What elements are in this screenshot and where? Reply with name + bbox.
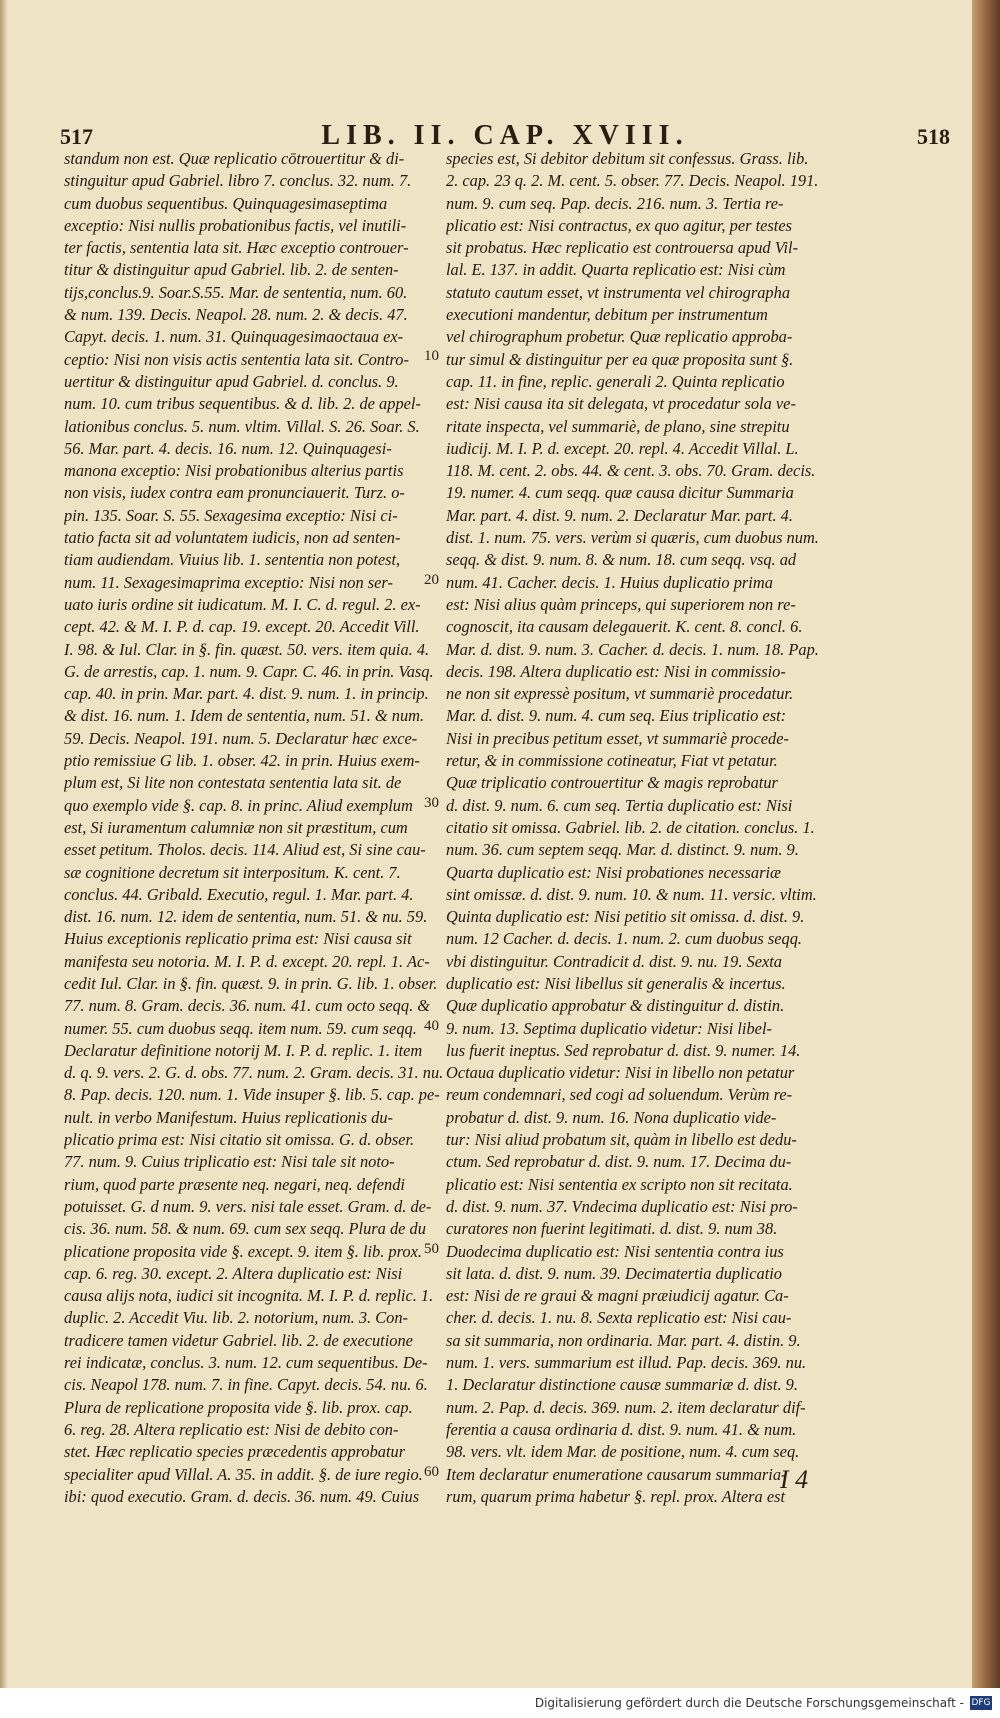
text-line: probatur d. dist. 9. num. 16. Nona duplicatio vide- (446, 1107, 777, 1127)
text-line: ritate inspecta, vel summariè, de plano, sine strepitu (446, 416, 790, 436)
text-line: stinguitur apud Gabriel. libro 7. conclus. 32. num. 7. (64, 171, 412, 191)
text-line: & num. 139. Decis. Neapol. 28. num. 2. & decis. 47. (64, 305, 408, 325)
text-line: duplicatio est: Nisi libellus sit generalis & incertus. (446, 973, 786, 993)
text-line: 98. vers. vlt. idem Mar. de positione, num. 4. cum seq. (446, 1442, 800, 1462)
text-line: est, Si iuramentum calumniæ non sit præstitum, cum (64, 817, 408, 837)
text-line: Quæ duplicatio approbatur & distinguitur d. distin. (446, 996, 785, 1016)
text-line: tur simul & distinguitur per ea quæ proposita sunt §. (446, 349, 794, 369)
text-line: ferentia a causa ordinaria d. dist. 9. num. 41. & num. (446, 1419, 797, 1439)
text-line: esset petitum. Tholos. decis. 114. Aliud est, Si sine cau- (64, 840, 426, 860)
text-line: 77. num. 8. Gram. decis. 36. num. 41. cum octo seqq. & (64, 996, 431, 1016)
text-line: sit lata. d. dist. 9. num. 39. Decimatertia duplicatio (446, 1263, 782, 1283)
text-line: ctum. Sed reprobatur d. dist. 9. num. 17. Decima du- (446, 1152, 792, 1172)
line-number: 10 (424, 348, 439, 364)
text-line: 1. Declaratur distinctione causæ summariæ d. dist. 9. (446, 1375, 798, 1395)
line-number: 50 (424, 1241, 439, 1257)
text-line: uato iuris ordine sit iudicatum. M. I. C. d. regul. 2. ex- (64, 594, 421, 614)
text-line: rium, quod parte præsente neq. negari, neq. defendi (64, 1174, 405, 1194)
text-line: 118. M. cent. 2. obs. 44. & cent. 3. obs. 70. Gram. decis. (446, 461, 816, 481)
text-line: num. 12 Cacher. d. decis. 1. num. 2. cum duobus seqq. (446, 929, 803, 949)
text-line: sa sit summaria, non ordinaria. Mar. part. 4. distin. 9. (446, 1330, 801, 1350)
line-number: 20 (424, 572, 439, 588)
text-line: d. dist. 9. num. 37. Vndecima duplicatio est: Nisi pro- (446, 1196, 798, 1216)
footer-credit: Digitalisierung gefördert durch die Deutsche Forschungsgemeinschaft - (534, 1696, 964, 1710)
text-line: Mar. part. 4. dist. 9. num. 2. Declaratur Mar. part. 4. (446, 505, 793, 525)
text-line: statuto cautum esset, vt instrumenta vel chirographa (446, 282, 791, 302)
text-line: specialiter apud Villal. A. 35. in addit. §. de iure regio. (64, 1464, 423, 1484)
text-line: tur: Nisi aliud probatum sit, quàm in libello est dedu- (446, 1130, 797, 1150)
digitization-footer (0, 1688, 1000, 1718)
text-line: lationibus conclus. 5. num. vltim. Villal. S. 26. Soar. S. (64, 416, 420, 436)
text-line: executioni mandentur, debitum per instrumentum (446, 305, 768, 325)
text-line: Huius exceptionis replicatio prima est: Nisi causa sit (64, 929, 412, 949)
text-line: exceptio: Nisi nullis probationibus factis, vel inutili- (64, 215, 407, 235)
text-line: d. dist. 9. num. 6. cum seq. Tertia duplicatio est: Nisi (446, 795, 793, 815)
text-line: 2. cap. 23 q. 2. M. cent. 5. obser. 77. Decis. Neapol. 191. (446, 171, 819, 191)
text-line: citatio sit omissa. Gabriel. lib. 2. de citation. conclus. 1. (446, 817, 815, 837)
text-line: 9. num. 13. Septima duplicatio videtur: Nisi libel- (446, 1018, 772, 1038)
text-line: num. 10. cum tribus sequentibus. & d. lib. 2. de appel- (64, 394, 421, 414)
text-line: manifesta seu notoria. M. I. P. d. except. 20. repl. 1. Ac- (64, 951, 430, 971)
text-line: Plura de replicatione proposita vide §. lib. prox. cap. (64, 1397, 413, 1417)
running-title: LIB. II. CAP. XVIII. (321, 120, 689, 151)
text-line: Item declaratur enumeratione causarum summaria- (446, 1464, 787, 1484)
text-line: est: Nisi causa ita sit delegata, vt procedatur sola ve- (446, 394, 796, 414)
text-line: G. de arrestis, cap. 1. num. 9. Capr. C. 46. in prin. Vasq. (64, 661, 434, 681)
text-line: num. 11. Sexagesimaprima exceptio: Nisi non ser- (64, 572, 393, 592)
text-line: standum non est. Quæ replicatio cōtrouertitur & di- (64, 149, 405, 168)
text-line: retur, & in commissione cotineatur, Fiat vt petatur. (446, 751, 778, 771)
text-line: ceptio: Nisi non visis actis sententia lata sit. Contro- (64, 349, 409, 369)
text-line: non visis, iudex contra eam pronunciauerit. Turz. o- (64, 483, 405, 503)
text-line: reum condemnari, sed cogi ad soluendum. Verùm re- (446, 1085, 793, 1105)
text-line: 19. numer. 4. cum seqq. quæ causa dicitur Summaria (446, 483, 794, 503)
dfg-logo-icon: DFG (971, 1698, 991, 1708)
text-line: cognoscit, ita causam delegauerit. K. cent. 8. concl. 6. (446, 617, 803, 637)
text-line: Mar. d. dist. 9. num. 4. cum seq. Eius triplicatio est: (446, 706, 787, 726)
text-line: manona exceptio: Nisi probationibus alterius partis (64, 461, 404, 481)
text-line: 77. num. 9. Cuius triplicatio est: Nisi tale sit noto- (64, 1152, 395, 1172)
text-line: Duodecima duplicatio est: Nisi sententia contra ius (446, 1241, 784, 1261)
line-number: 30 (424, 795, 439, 811)
text-line: plicatione proposita vide §. except. 9. item §. lib. prox. (64, 1241, 422, 1261)
text-line: pin. 135. Soar. S. 55. Sexagesima exceptio: Nisi ci- (64, 505, 398, 525)
text-column-left (64, 148, 464, 1508)
page-outer-edge (0, 0, 8, 1718)
text-line: nult. in verbo Manifestum. Huius replicationis du- (64, 1107, 393, 1127)
text-line: I. 98. & Iul. Clar. in §. fin. quæst. 50. vers. item quia. 4. (64, 639, 430, 659)
text-line: Octaua duplicatio videtur: Nisi in libello non petatur (446, 1063, 795, 1083)
text-line: sit probatus. Hæc replicatio est controuersa apud Vil- (446, 238, 799, 258)
text-line: conclus. 44. Gribald. Executio, regul. 1. Mar. part. 4. (64, 884, 414, 904)
text-line: dist. 1. num. 75. vers. verùm si quæris, cum duobus num. (446, 528, 819, 548)
text-line: causa alijs nota, iudici sit incognita. M. I. P. d. replic. 1. (64, 1286, 434, 1306)
text-line: 56. Mar. part. 4. decis. 16. num. 12. Quinquagesi- (64, 438, 392, 458)
text-line: ibi: quod executio. Gram. d. decis. 36. num. 49. Cuius (64, 1486, 420, 1506)
text-line: plicatio prima est: Nisi citatio sit omissa. G. d. obser. (64, 1130, 415, 1150)
text-line: numer. 55. cum duobus seqq. item num. 59. cum seqq. (64, 1018, 417, 1038)
text-line: tiam audiendam. Viuius lib. 1. sententia non potest, (64, 550, 401, 570)
text-line: num. 9. cum seq. Pap. decis. 216. num. 3. Tertia re- (446, 193, 784, 213)
text-line: num. 1. vers. summarium est illud. Pap. decis. 369. nu. (446, 1353, 807, 1373)
text-line: tijs,conclus.9. Soar.S.55. Mar. de sententia, num. 60. (64, 282, 408, 302)
text-line: species est, Si debitor debitum sit confessus. Grass. lib. (446, 149, 809, 168)
text-line: decis. 198. Altera duplicatio est: Nisi in commissio- (446, 661, 786, 681)
text-line: ne non sit expressè positum, vt summariè procedatur. (446, 684, 794, 704)
text-line: rum, quarum prima habetur §. repl. prox. Altera est (446, 1486, 786, 1506)
text-line: dist. 16. num. 12. idem de sententia, num. 51. & nu. 59. (64, 907, 428, 927)
text-line: Declaratur definitione notorij M. I. P. d. replic. 1. item (64, 1040, 423, 1060)
text-line: Nisi in precibus petitum esset, vt summariè procede- (446, 728, 789, 748)
text-line: & dist. 16. num. 1. Idem de sententia, num. 51. & num. (64, 706, 425, 726)
text-line: cis. Neapol 178. num. 7. in fine. Capyt. decis. 54. nu. 6. (64, 1375, 428, 1395)
text-line: plicatio est: Nisi contractus, ex quo agitur, per testes (446, 215, 792, 235)
text-line: cept. 42. & M. I. P. d. cap. 19. except. 20. Accedit Vill. (64, 617, 420, 637)
line-number: 60 (424, 1464, 439, 1480)
text-line: sæ cognitione decretum sit interpositum. K. cent. 7. (64, 862, 401, 882)
text-line: plum est, Si lite non contestata sententia lata sit. de (64, 773, 402, 793)
text-line: uertitur & distinguitur apud Gabriel. d. conclus. 9. (64, 371, 399, 391)
text-line: cis. 36. num. 58. & num. 69. cum sex seqq. Plura de du (64, 1219, 426, 1239)
text-line: est: Nisi alius quàm princeps, qui superiorem non re- (446, 594, 796, 614)
text-line: 6. reg. 28. Altera replicatio est: Nisi de debito con- (64, 1419, 399, 1439)
text-line: tradicere tamen videtur Gabriel. lib. 2. de executione (64, 1330, 413, 1350)
text-line: est: Nisi de re graui & magni præiudicij agatur. Ca- (446, 1286, 789, 1306)
text-column-right (446, 148, 846, 1508)
text-line: plicatio est: Nisi sententia ex scripto non sit recitata. (446, 1174, 793, 1194)
signature-mark: I 4 (780, 1465, 809, 1494)
page-number-right: 518 (917, 124, 950, 149)
text-line: cap. 6. reg. 30. except. 2. Altera duplicatio est: Nisi (64, 1263, 403, 1283)
line-number: 40 (424, 1018, 439, 1034)
text-line: num. 2. Pap. d. decis. 369. num. 2. item declaratur dif- (446, 1397, 806, 1417)
text-line: Quinta duplicatio est: Nisi petitio sit omissa. d. dist. 9. (446, 907, 805, 927)
text-line: vbi distinguitur. Contradicit d. dist. 9. nu. 19. Sexta (446, 951, 783, 971)
text-line: titur & distinguitur apud Gabriel. lib. 2. de senten- (64, 260, 399, 280)
text-line: 8. Pap. decis. 120. num. 1. Vide insuper §. lib. 5. cap. pe- (64, 1085, 440, 1105)
text-line: vel chirographum probetur. Quæ replicatio approba- (446, 327, 793, 347)
text-line: Capyt. decis. 1. num. 31. Quinquagesimaoctaua ex- (64, 327, 404, 347)
text-line: quo exemplo vide §. cap. 8. in princ. Aliud exemplum (64, 795, 413, 815)
text-line: stet. Hæc replicatio species præcedentis approbatur (64, 1442, 406, 1462)
text-line: Quarta duplicatio est: Nisi probationes necessariæ (446, 862, 781, 882)
text-line: 59. Decis. Neapol. 191. num. 5. Declaratur hæc exce- (64, 728, 418, 748)
text-line: ptio remissiue G lib. 1. obser. 42. in prin. Huius exem- (64, 751, 420, 771)
text-line: num. 41. Cacher. decis. 1. Huius duplicatio prima (446, 572, 773, 592)
text-line: tatio facta sit ad voluntatem iudicis, non ad senten- (64, 528, 401, 548)
text-line: ter factis, sententia lata sit. Hæc exceptio controuer- (64, 238, 409, 258)
text-line: cap. 11. in fine, replic. generali 2. Quinta replicatio (446, 371, 785, 391)
text-line: lal. E. 137. in addit. Quarta replicatio est: Nisi cùm (446, 260, 786, 280)
text-line: rei indicatæ, conclus. 3. num. 12. cum sequentibus. De- (64, 1353, 428, 1373)
text-line: num. 36. cum septem seqq. Mar. d. distinct. 9. num. 9. (446, 840, 799, 860)
text-line: cedit Iul. Clar. in §. fin. quæst. 9. in prin. G. lib. 1. obser. (64, 973, 438, 993)
text-line: iudicij. M. I. P. d. except. 20. repl. 4. Accedit Villal. L. (446, 438, 799, 458)
text-line: potuisset. G. d num. 9. vers. nisi tale esset. Gram. d. de- (64, 1196, 432, 1216)
text-line: seqq. & dist. 9. num. 8. & num. 18. cum seqq. vsq. ad (446, 550, 797, 570)
text-line: duplic. 2. Accedit Viu. lib. 2. notorium, num. 3. Con- (64, 1308, 409, 1328)
text-line: Quæ triplicatio controuertitur & magis reprobatur (446, 773, 778, 793)
text-line: sint omissæ. d. dist. 9. num. 10. & num. 11. versic. vltim. (446, 884, 817, 904)
text-line: cap. 40. in prin. Mar. part. 4. dist. 9. num. 1. in princip. (64, 684, 429, 704)
text-line: lus fuerit ineptus. Sed reprobatur d. dist. 9. numer. 14. (446, 1040, 801, 1060)
text-line: cher. d. decis. 1. nu. 8. Sexta replicatio est: Nisi cau- (446, 1308, 792, 1328)
text-line: curatores non fuerint legitimati. d. dist. 9. num 38. (446, 1219, 778, 1239)
text-line: cum duobus sequentibus. Quinquagesimaseptima (64, 193, 388, 213)
book-gutter (972, 0, 1000, 1718)
page-number-left: 517 (60, 124, 93, 149)
text-line: Mar. d. dist. 9. num. 3. Cacher. d. decis. 1. num. 18. Pap. (446, 639, 819, 659)
text-line: d. q. 9. vers. 2. G. d. obs. 77. num. 2. Gram. decis. 31. nu. (64, 1063, 444, 1083)
